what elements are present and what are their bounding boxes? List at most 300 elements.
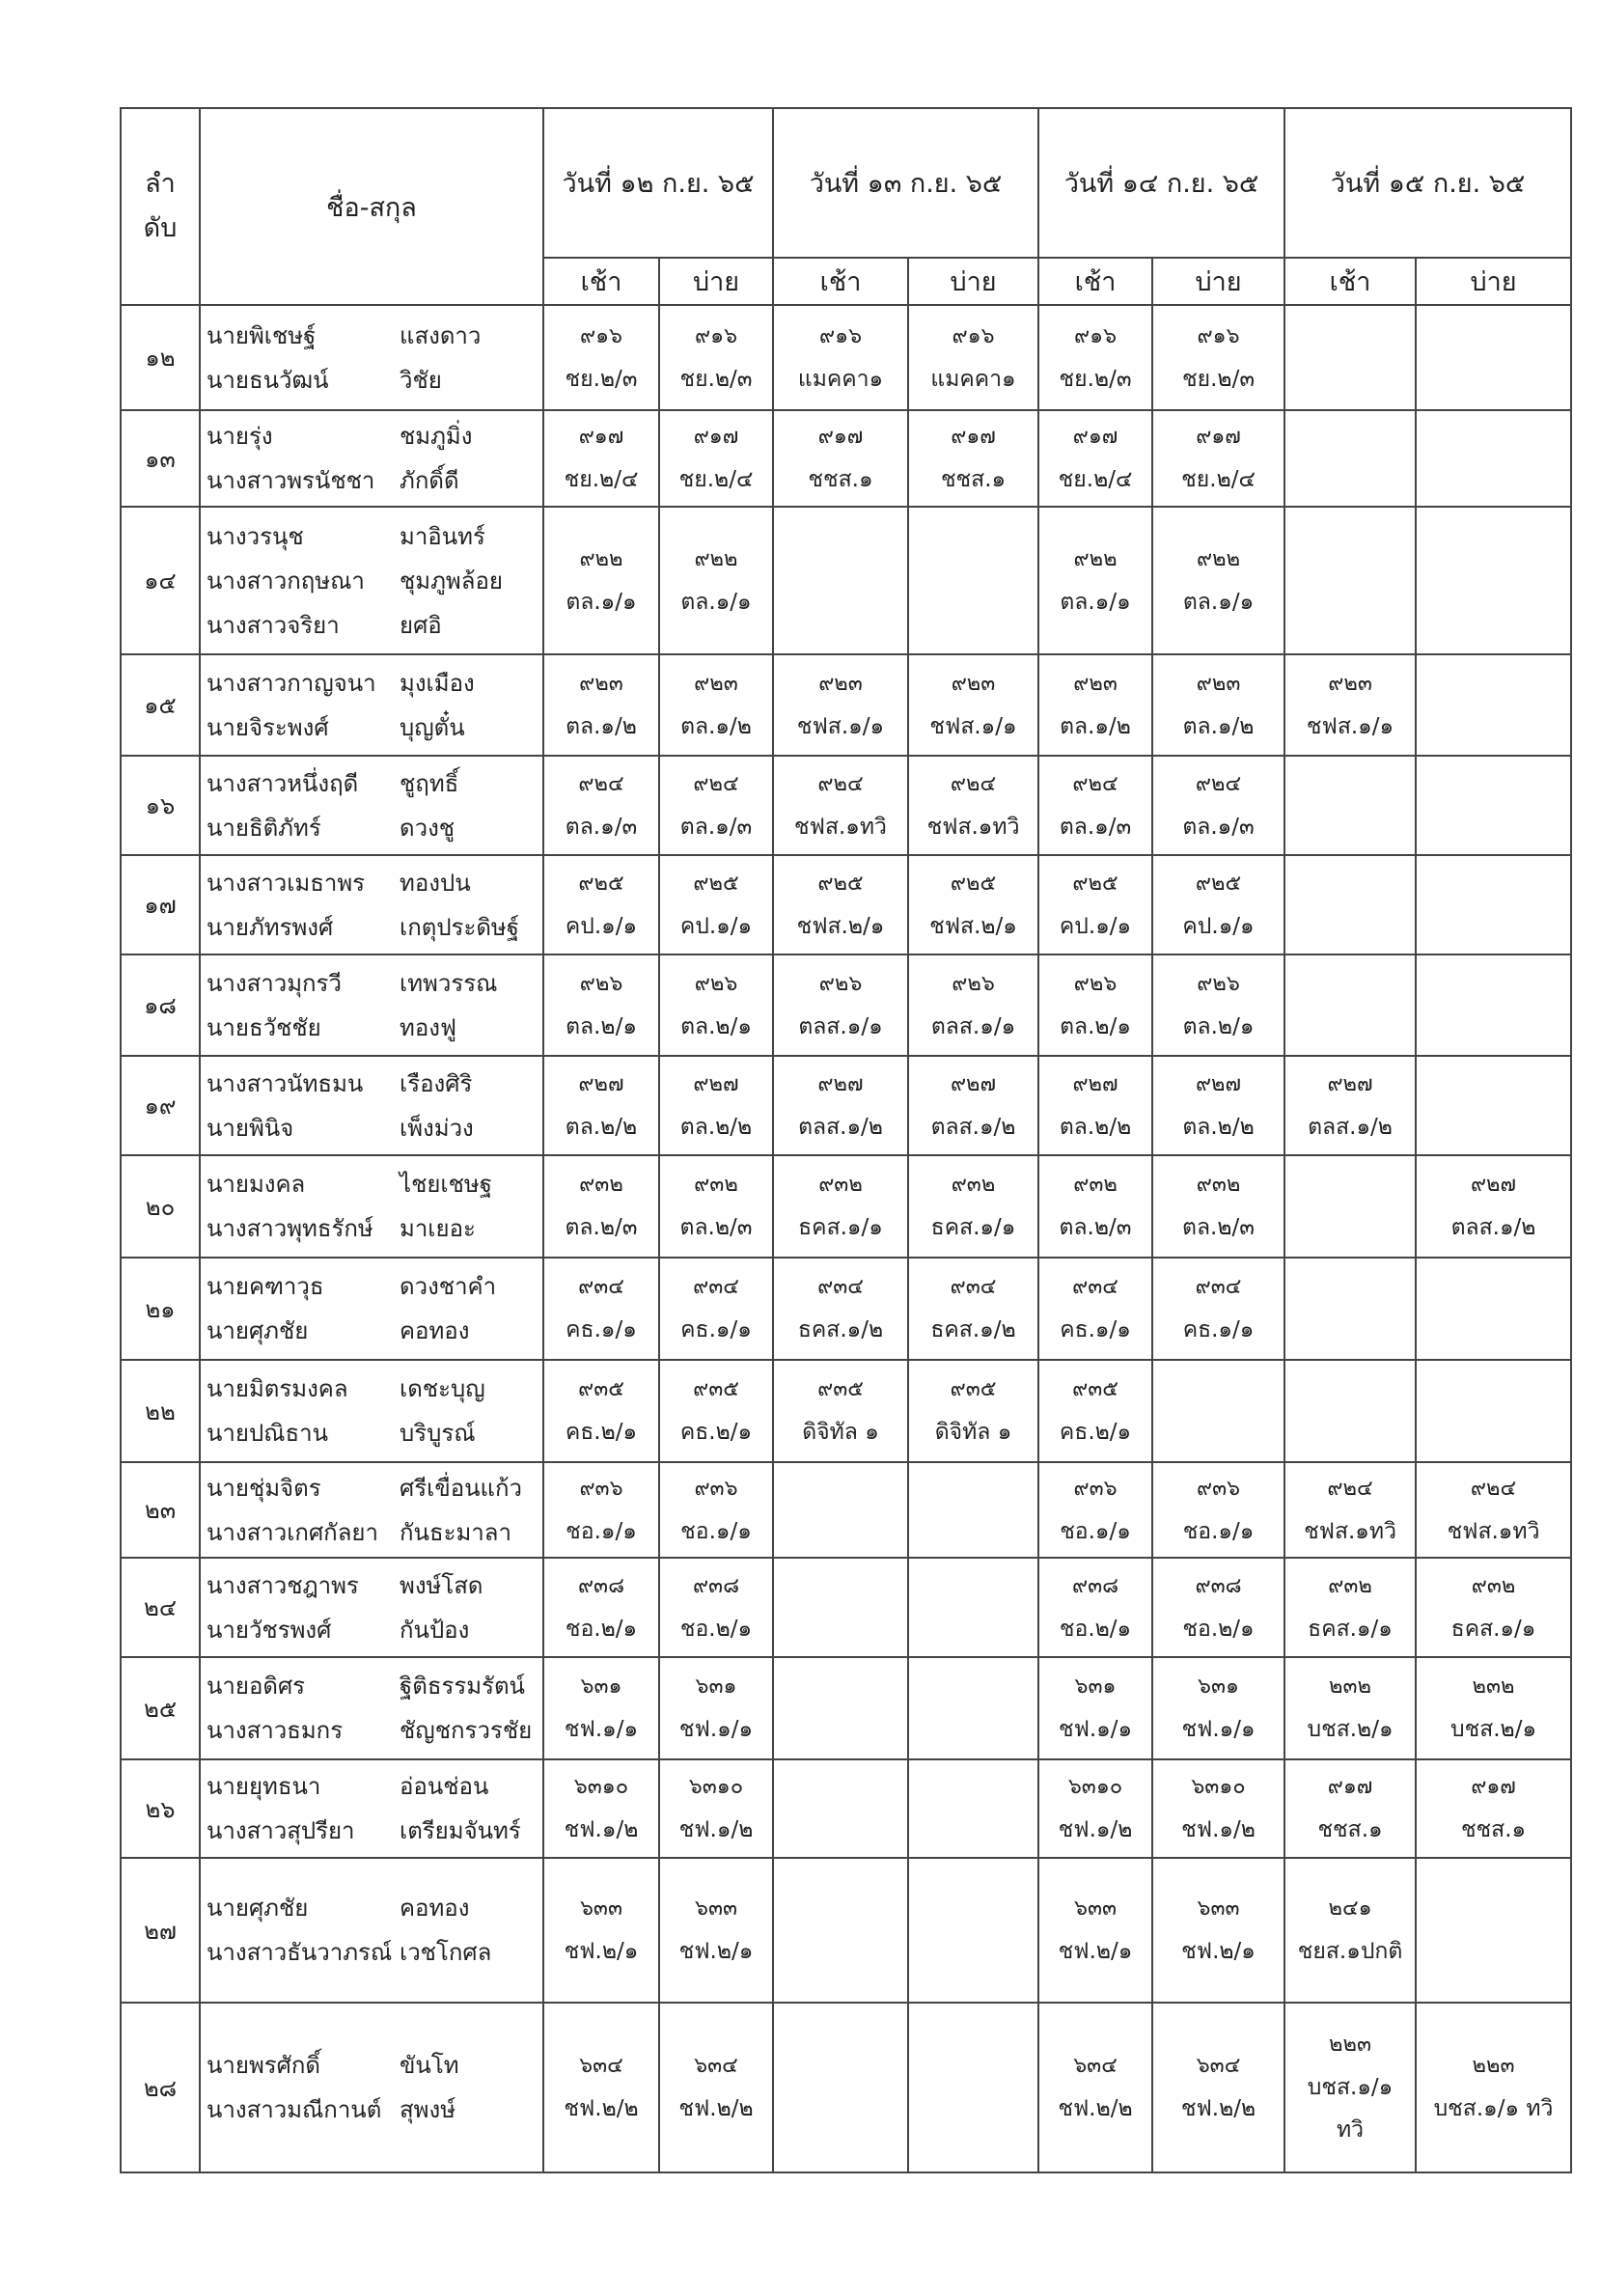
room-number: ๙๒๔ [1327, 1476, 1373, 1501]
class-group: ตล.๑/๑ [1182, 589, 1255, 615]
assignment-cell [1416, 410, 1571, 507]
row-number: ๒๓ [121, 1462, 200, 1558]
member-names [200, 756, 543, 855]
class-group: ชฟส.๑ทวิ [794, 814, 887, 840]
member-name [207, 559, 537, 603]
room-number: ๙๒๖ [694, 971, 738, 996]
class-group: ตล.๒/๑ [566, 1013, 637, 1039]
room-number: ๙๓๒ [1471, 1573, 1516, 1598]
assignment-cell [1416, 1657, 1571, 1759]
room-number: ๙๑๖ [1074, 323, 1118, 348]
room-number: ๙๑๗ [1196, 425, 1241, 449]
last-name: เตรียมจันทร์ [400, 1817, 521, 1844]
room-number: ๙๓๖ [579, 1476, 623, 1501]
header-date-4: วันที่ ๑๕ ก.ย. ๖๕ [1284, 108, 1571, 258]
assignment-cell [773, 410, 908, 507]
assignment-cell [1152, 410, 1284, 507]
room-number: ๖๓๔ [1073, 2054, 1118, 2078]
room-number: ๙๓๕ [693, 1377, 739, 1401]
assignment-cell [1152, 654, 1284, 756]
class-group: บชส.๒/๑ [1307, 1717, 1394, 1742]
assignment-cell [1284, 1462, 1416, 1558]
class-group: ตล.๒/๓ [565, 1215, 638, 1240]
room-number: ๙๒๔ [1470, 1476, 1517, 1501]
class-group: ตล.๑/๓ [1059, 814, 1132, 840]
class-group: ดิจิทัล ๑ [802, 1420, 879, 1445]
room-number: ๖๓๑๐ [1067, 1775, 1123, 1799]
assignment-cell [908, 1258, 1038, 1360]
member-name [207, 1510, 537, 1555]
class-group: ชฟส.๑ทวิ [926, 814, 1020, 840]
room-number: ๒๒๓ [1472, 2054, 1515, 2078]
first-name: นางสาวชฎาพร [207, 1571, 359, 1599]
member-names [200, 1360, 543, 1462]
assignment-cell [1038, 756, 1152, 855]
member-name [207, 661, 537, 705]
table-row [121, 1858, 1571, 2003]
assignment-cell [908, 654, 1038, 756]
assignment-cell [1284, 1558, 1416, 1657]
member-name [207, 603, 537, 648]
room-number: ๙๒๔ [578, 771, 624, 796]
room-number: ๙๓๒ [1196, 1173, 1241, 1197]
class-group: ชฟส.๒/๑ [929, 913, 1017, 939]
member-names [200, 654, 543, 756]
class-group: ชฟ.๑/๑ [678, 1717, 754, 1742]
assignment-cell [659, 507, 773, 654]
assignment-cell [543, 305, 659, 410]
header-date-2: วันที่ ๑๓ ก.ย. ๖๕ [773, 108, 1038, 258]
class-group: คป.๑/๑ [1182, 913, 1255, 939]
class-group: ชอ.๒/๑ [1059, 1616, 1132, 1642]
assignment-cell [908, 305, 1038, 410]
first-name: นายภัทรพงศ์ [207, 913, 334, 941]
first-name: นางสาวธันวาภรณ์ [207, 1939, 393, 1966]
assignment-cell [543, 410, 659, 507]
room-number: ๙๒๔ [817, 771, 864, 796]
member-names [200, 1657, 543, 1759]
class-group: ชย.๒/๔ [678, 467, 754, 492]
room-number: ๙๒๗ [693, 1071, 739, 1096]
table-row [121, 2003, 1571, 2172]
header-morning: เช้า [773, 258, 908, 305]
room-number: ๙๓๒ [694, 1173, 738, 1197]
room-number: ๙๒๕ [1072, 871, 1118, 896]
assignment-cell [1152, 507, 1284, 654]
assignment-cell [1416, 1056, 1571, 1155]
room-number: ๙๒๗ [1072, 1071, 1118, 1096]
member-name [207, 1367, 537, 1411]
room-number: ๙๒๕ [950, 871, 997, 896]
assignment-cell [1284, 410, 1416, 507]
row-number: ๒๔ [121, 1558, 200, 1657]
class-group: ชฟ.๒/๑ [1181, 1939, 1256, 1964]
class-group: ตล.๒/๑ [680, 1013, 752, 1039]
room-number: ๙๓๔ [693, 1275, 739, 1299]
room-number: ๙๒๓ [1196, 671, 1241, 696]
room-number: ๙๒๕ [578, 871, 624, 896]
class-group: แมคคา๑ [797, 366, 884, 392]
first-name: นายมิตรมงคล [207, 1375, 348, 1402]
member-name [207, 806, 537, 850]
class-group: ชฟ.๑/๒ [678, 1817, 754, 1842]
header-date-1: วันที่ ๑๒ ก.ย. ๖๕ [543, 108, 773, 258]
assignment-cell [1038, 855, 1152, 954]
assignment-cell [1284, 1155, 1416, 1258]
class-group: ธคส.๑/๒ [930, 1317, 1016, 1342]
class-group: ชชส.๑ [808, 467, 873, 492]
class-group: ชฟส.๑/๑ [1306, 713, 1394, 739]
class-group: คธ.๑/๑ [1060, 1317, 1131, 1342]
first-name: นายวัชรพงศ์ [207, 1616, 332, 1644]
first-name: นางสาวจริยา [207, 611, 340, 639]
assignment-cell [1416, 507, 1571, 654]
header-morning: เช้า [1284, 258, 1416, 305]
assignment-cell [1284, 507, 1416, 654]
room-number: ๙๒๓ [1328, 671, 1372, 696]
class-group: ตล.๒/๒ [1182, 1114, 1255, 1140]
row-number: ๒๐ [121, 1155, 200, 1258]
assignment-cell [773, 1558, 908, 1657]
table-row [121, 1759, 1571, 1858]
table-row [121, 1155, 1571, 1258]
assignment-cell [908, 855, 1038, 954]
room-number: ๙๒๕ [693, 871, 739, 896]
last-name: อ่อนช่อน [400, 1773, 489, 1800]
room-number: ๙๒๖ [579, 971, 623, 996]
first-name: นางสาวมุกรวี [207, 969, 342, 997]
header-afternoon: บ่าย [659, 258, 773, 305]
class-group: ชฟ.๑/๑ [1181, 1717, 1256, 1742]
room-number: ๙๑๗ [578, 425, 624, 449]
assignment-cell [1152, 1360, 1284, 1462]
room-number: ๙๓๕ [950, 1377, 997, 1401]
room-number: ๖๓๑๐ [688, 1775, 744, 1799]
last-name: มาอินทร์ [400, 522, 485, 550]
assignment-cell [1038, 2003, 1152, 2172]
assignment-cell [659, 1759, 773, 1858]
member-name [207, 314, 537, 358]
room-number: ๒๔๑ [1328, 1896, 1372, 1921]
member-names [200, 1258, 543, 1360]
first-name: นายพินิจ [207, 1114, 294, 1142]
assignment-cell [659, 1462, 773, 1558]
room-number: ๙๓๔ [1072, 1275, 1118, 1299]
assignment-cell [908, 1155, 1038, 1258]
member-names [200, 1858, 543, 2003]
class-group: ตลส.๑/๑ [798, 1013, 883, 1039]
header-date-3: วันที่ ๑๔ ก.ย. ๖๕ [1038, 108, 1284, 258]
class-group: ตลส.๑/๒ [930, 1114, 1016, 1140]
last-name: ยศอิ [400, 611, 442, 639]
assignment-cell [543, 756, 659, 855]
assignment-cell [908, 2003, 1038, 2172]
assignment-cell [773, 855, 908, 954]
room-number: ๙๒๕ [817, 871, 864, 896]
member-names [200, 1759, 543, 1858]
assignment-cell [543, 1657, 659, 1759]
assignment-cell [908, 1858, 1038, 2003]
first-name: นายคฑาวุธ [207, 1273, 324, 1300]
class-group: ชฟ.๒/๒ [678, 2096, 754, 2121]
assignment-cell [543, 507, 659, 654]
first-name: นางวรนุช [207, 522, 304, 550]
class-group: ชฟ.๑/๒ [1058, 1817, 1133, 1842]
room-number: ๙๒๒ [694, 546, 738, 571]
first-name: นายมงคล [207, 1171, 306, 1198]
class-group: ชฟ.๑/๒ [1181, 1817, 1256, 1842]
last-name: เวชโกศล [400, 1939, 492, 1966]
first-name: นายปณิธาน [207, 1420, 328, 1447]
room-number: ๖๓๓ [1197, 1896, 1240, 1921]
last-name: ทองฟู [400, 1013, 456, 1041]
member-name [207, 961, 537, 1006]
assignment-cell [773, 1858, 908, 2003]
row-number: ๒๘ [121, 2003, 200, 2172]
assignment-cell [1416, 756, 1571, 855]
assignment-cell [659, 654, 773, 756]
last-name: ชูฤทธิ์ [400, 769, 459, 797]
member-name [207, 705, 537, 750]
schedule-table [120, 107, 1572, 2173]
room-number: ๙๒๔ [1195, 771, 1242, 796]
last-name: เพ็งม่วง [400, 1114, 474, 1142]
row-number: ๑๘ [121, 954, 200, 1056]
last-name: ดวงชู [400, 814, 455, 842]
table-row [121, 305, 1571, 410]
table-row [121, 1258, 1571, 1360]
assignment-cell [1284, 954, 1416, 1056]
table-row [121, 1558, 1571, 1657]
assignment-cell [659, 410, 773, 507]
assignment-cell [773, 305, 908, 410]
room-number: ๙๒๖ [952, 971, 995, 996]
room-number: ๙๑๗ [1471, 1775, 1516, 1799]
class-group: ดิจิทัล ๑ [934, 1420, 1012, 1445]
room-number: ๙๓๖ [1196, 1476, 1241, 1501]
class-group: ตลส.๑/๒ [798, 1114, 883, 1140]
member-name [207, 1809, 537, 1853]
room-number: ๙๒๒ [1073, 546, 1118, 571]
class-group: ตล.๑/๒ [680, 713, 752, 739]
room-number: ๙๓๕ [578, 1377, 624, 1401]
assignment-cell [543, 654, 659, 756]
class-group: ตล.๑/๒ [566, 713, 637, 739]
assignment-cell [1152, 756, 1284, 855]
room-number: ๖๓๔ [694, 2054, 738, 2078]
class-group: ชฟ.๒/๑ [678, 1939, 754, 1964]
room-number: ๙๑๗ [693, 425, 739, 449]
last-name: ชุมภูพล้อย [400, 567, 503, 595]
class-group: ธคส.๑/๒ [797, 1317, 884, 1342]
member-names [200, 1462, 543, 1558]
assignment-cell [1038, 1462, 1152, 1558]
assignment-cell [908, 410, 1038, 507]
room-number: ๙๒๔ [693, 771, 739, 796]
room-number: ๖๓๔ [1196, 2054, 1241, 2078]
table-row [121, 410, 1571, 507]
room-number: ๙๓๘ [1195, 1573, 1242, 1598]
room-number: ๙๒๒ [1196, 546, 1241, 571]
room-number: ๙๓๔ [950, 1275, 997, 1299]
class-group: คป.๑/๑ [1059, 913, 1132, 939]
first-name: นายชุ่มจิตร [207, 1474, 321, 1502]
member-name [207, 2043, 537, 2088]
row-number: ๑๔ [121, 507, 200, 654]
assignment-cell [659, 2003, 773, 2172]
class-group: ตล.๒/๒ [565, 1114, 638, 1140]
assignment-cell [773, 954, 908, 1056]
assignment-cell [659, 1558, 773, 1657]
assignment-cell [659, 954, 773, 1056]
assignment-cell [908, 1360, 1038, 1462]
room-number: ๙๑๖ [1197, 323, 1240, 348]
assignment-cell [1416, 305, 1571, 410]
room-number: ๖๓๑ [695, 1674, 737, 1699]
last-name: พงษ์โสด [400, 1571, 483, 1599]
room-number: ๙๒๗ [950, 1071, 997, 1096]
room-number: ๙๓๕ [817, 1377, 864, 1401]
last-name: บุญตั๋น [400, 713, 465, 741]
assignment-cell [773, 756, 908, 855]
room-number: ๙๓๔ [817, 1275, 864, 1299]
room-number: ๙๒๖ [818, 971, 863, 996]
assignment-cell [1152, 1759, 1284, 1858]
room-number: ๖๓๓ [694, 1896, 738, 1921]
class-group: ตลส.๑/๒ [1450, 1215, 1536, 1240]
assignment-cell [908, 1759, 1038, 1858]
member-name [207, 1466, 537, 1510]
assignment-cell [773, 1258, 908, 1360]
member-name [207, 1264, 537, 1309]
assignment-cell [1284, 1056, 1416, 1155]
member-name [207, 1206, 537, 1251]
member-name [207, 1608, 537, 1652]
room-number: ๙๑๖ [579, 323, 623, 348]
row-number: ๑๕ [121, 654, 200, 756]
class-group: ชอ.๒/๑ [1182, 1616, 1255, 1642]
class-group: บชส.๒/๑ [1449, 1717, 1537, 1742]
last-name: ชัญชกรวรชัย [400, 1717, 533, 1744]
room-number: ๙๑๖ [818, 323, 863, 348]
room-number: ๙๓๖ [1073, 1476, 1118, 1501]
member-name [207, 414, 537, 458]
assignment-cell [1038, 410, 1152, 507]
last-name: ชมภูมิ่ง [400, 423, 473, 450]
assignment-cell [908, 1056, 1038, 1155]
room-number: ๙๒๓ [694, 671, 738, 696]
assignment-cell [1038, 1360, 1152, 1462]
class-group: ธคส.๑/๑ [1450, 1616, 1536, 1642]
class-group: ตล.๑/๒ [1182, 713, 1255, 739]
room-number: ๖๓๓ [579, 1896, 623, 1921]
member-names [200, 954, 543, 1056]
member-names [200, 507, 543, 654]
header-afternoon: บ่าย [1152, 258, 1284, 305]
member-names [200, 2003, 543, 2172]
assignment-cell [1038, 954, 1152, 1056]
assignment-cell [773, 654, 908, 756]
first-name: นางสาวพุทธรักษ์ [207, 1215, 373, 1242]
room-number: ๙๒๖ [1073, 971, 1118, 996]
class-group: ตล.๒/๒ [679, 1114, 753, 1140]
assignment-cell [543, 855, 659, 954]
room-number: ๙๒๗ [1327, 1071, 1373, 1096]
room-number: ๒๓๒ [1472, 1674, 1515, 1699]
first-name: นายธนวัฒน์ [207, 366, 329, 394]
assignment-cell [1416, 2003, 1571, 2172]
class-group: ชฟ.๑/๑ [564, 1717, 639, 1742]
assignment-cell [1152, 954, 1284, 1056]
last-name: กันธะมาลา [400, 1518, 511, 1546]
member-name [207, 1309, 537, 1353]
assignment-cell [659, 756, 773, 855]
room-number: ๙๓๕ [1072, 1377, 1118, 1401]
first-name: นายพิเชษฐ์ [207, 321, 317, 349]
room-number: ๙๑๖ [694, 323, 738, 348]
header-afternoon: บ่าย [1416, 258, 1571, 305]
first-name: นางสาวเมธาพร [207, 869, 366, 897]
table-row [121, 1657, 1571, 1759]
class-group: ชย.๒/๔ [1181, 467, 1256, 492]
member-names [200, 305, 543, 410]
first-name: นางสาวกาญจนา [207, 669, 376, 697]
header-name: ชื่อ-สกุล [200, 108, 543, 305]
assignment-cell [908, 756, 1038, 855]
class-group: ตลส.๑/๑ [930, 1013, 1016, 1039]
assignment-cell [1416, 1258, 1571, 1360]
last-name: สุพงษ์ [400, 2096, 456, 2123]
member-name [207, 1930, 537, 1975]
room-number: ๖๓๓ [1074, 1896, 1118, 1921]
last-name: แสงดาว [400, 321, 482, 349]
member-name [207, 514, 537, 559]
assignment-cell [659, 1858, 773, 2003]
class-group: ตล.๑/๑ [1060, 589, 1131, 615]
assignment-cell [543, 1258, 659, 1360]
room-number: ๙๒๗ [1470, 1173, 1517, 1197]
first-name: นางสาวเกศกัลยา [207, 1518, 378, 1546]
room-number: ๖๓๑ [580, 1674, 622, 1699]
first-name: นายรุ่ง [207, 423, 273, 450]
table-row [121, 1462, 1571, 1558]
assignment-cell [1152, 305, 1284, 410]
class-group: ชย.๒/๓ [1182, 366, 1256, 392]
first-name: นายธวัชชัย [207, 1013, 321, 1041]
assignment-cell [773, 1056, 908, 1155]
class-group: คธ.๒/๑ [1059, 1420, 1132, 1445]
assignment-cell [543, 1056, 659, 1155]
table-row [121, 507, 1571, 654]
class-group: ชอ.๑/๑ [566, 1518, 637, 1544]
assignment-cell [773, 1657, 908, 1759]
class-group: คธ.๒/๑ [679, 1420, 753, 1445]
assignment-cell [659, 1360, 773, 1462]
first-name: นายธิติภัทร์ [207, 814, 321, 842]
first-name: นางสาวธมกร [207, 1717, 344, 1744]
assignment-cell [1152, 1558, 1284, 1657]
class-group: ชฟ.๑/๒ [564, 1817, 639, 1842]
room-number: ๙๑๗ [951, 425, 996, 449]
last-name: เดชะบุญ [400, 1375, 485, 1402]
assignment-cell [543, 2003, 659, 2172]
first-name: นายอดิศร [207, 1673, 306, 1700]
class-group: ชฟส.๑ทวิ [1304, 1518, 1396, 1544]
last-name: ฐิติธรรมรัตน์ [400, 1673, 525, 1700]
last-name: ขันโท [400, 2052, 459, 2079]
room-number: ๒๒๓ [1329, 2033, 1372, 2057]
assignment-cell [1152, 855, 1284, 954]
